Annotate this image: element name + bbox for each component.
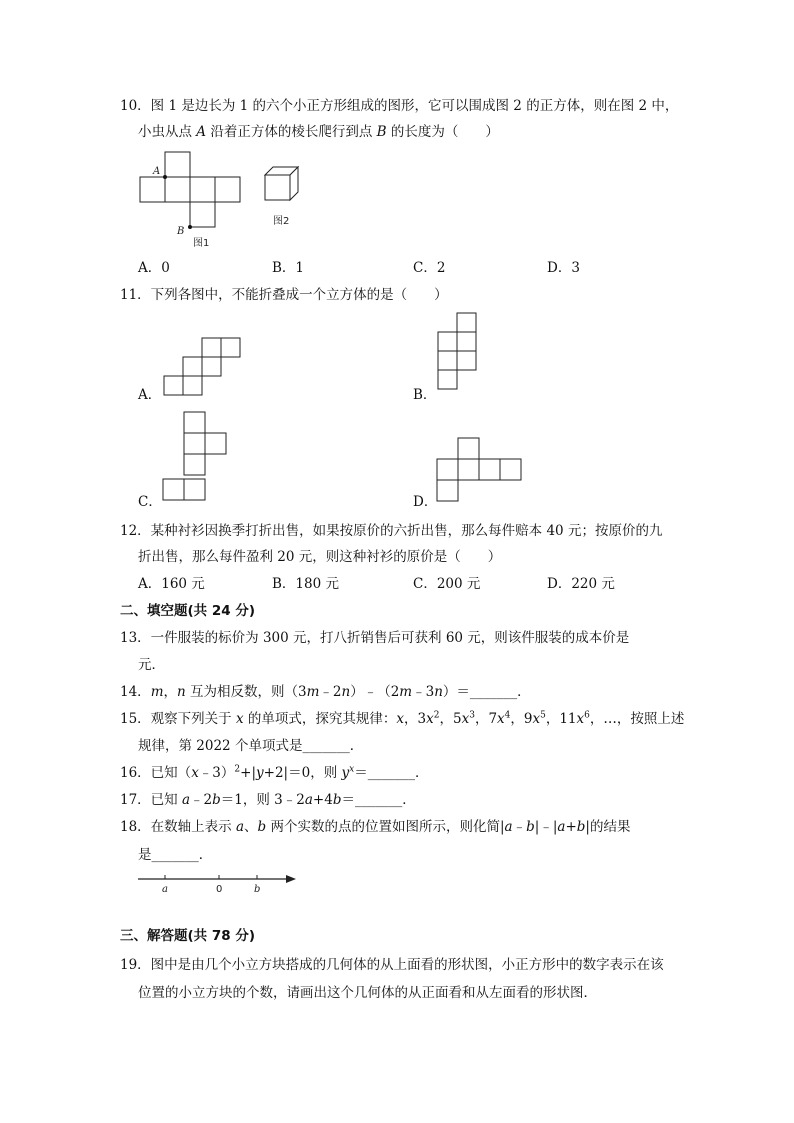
axis-arrow-icon [286,875,296,883]
axis-label-0: 0 [216,884,223,895]
q10-option-b: B．1 [272,260,305,276]
q18-line1: 18．在数轴上表示 a、b 两个实数的点的位置如图所示，则化简|a﹣b|﹣|a+b|的结果 [120,819,631,835]
fig1-caption: 图1 [193,238,210,249]
q10-option-d: D．3 [547,260,580,276]
monomial-term: x [396,711,405,727]
q12-option-d: D．220 元 [547,576,615,592]
q16: 16．已知（x﹣3）$^2$+|y+2|＝0，则 $y^x=\_\_\_\_\_\_\_$． [120,764,429,781]
q17: 17．已知 a﹣2b＝1，则 3﹣2a+4b＝_______． [120,792,416,808]
q12-option-a: A．160 元 [138,576,205,592]
section-3-heading: 三、解答题(共 78 分) [120,928,256,944]
q12-line2: 折出售，那么每件盈利 20 元，则这种衬衫的原价是（ ） [138,549,502,565]
section-2-heading: 二、填空题(共 24 分) [120,603,256,619]
q11-stem: 11．下列各图中，不能折叠成一个立方体的是（ ） [120,287,448,303]
q11-option-a-label: A． [138,387,162,403]
monomial-term: $9x^5$ [523,710,546,727]
q15-line1: 15．观察下列关于 x 的单项式，探究其规律：x，$3x^2$，$5x^3$，$7x^4$，$9x^5$，$11x^6$，…，按照上述 [120,710,685,727]
q18-line2: 是_______． [138,847,213,863]
monomial-term: $5x^3$ [452,710,475,727]
q10-option-c: C．2 [413,260,446,276]
q19-line2: 位置的小立方块的个数，请画出这个几何体的从正面看和从左面看的形状图． [138,985,597,1001]
q14: 14．m，n 互为相反数，则（3m﹣2n）﹣（2m﹣3n）＝_______． [120,684,531,700]
monomial-term: $3x^2$ [417,710,440,727]
monomial-term: $7x^4$ [488,710,511,727]
q10-line2: 小虫从点 A 沿着正方体的棱长爬行到点 B 的长度为（ ） [138,124,499,140]
q13-line1: 13．一件服装的标价为 300 元，打八折销售后可获利 60 元，则该件服装的成本价是 [120,630,630,646]
point-A-label: A [153,166,161,177]
q19-line1: 19．图中是由几个小立方块搭成的几何体的从上面看的形状图，小正方形中的数字表示在该 [120,957,664,973]
q15-line2: 规律，第 2022 个单项式是_______． [138,738,364,754]
monomial-term: $11x^6$ [559,710,590,727]
axis-label-a: a [162,884,168,895]
point-B-label: B [177,226,185,237]
fig2-caption: 图2 [273,216,290,227]
q10-line1: 10．图 1 是边长为 1 的六个小正方形组成的图形，它可以围成图 2 的正方体，则在图 2 中， [120,98,679,114]
q12-option-c: C．200 元 [413,576,481,592]
q11-option-c-label: C． [138,494,162,510]
q12-line1: 12．某种衬衫因换季打折出售，如果按原价的六折出售，那么每件赔本 40 元；按原价的九 [120,523,663,539]
axis-label-b: b [254,884,261,895]
q12-option-b: B．180 元 [272,576,339,592]
q10-option-a: A．0 [138,260,170,276]
q15-terms: x，$3x^2$，$5x^3$，$7x^4$，$9x^5$，$11x^6$ [396,710,590,727]
q11-option-d-label: D． [413,494,438,510]
q11-option-b-label: B． [413,387,437,403]
q13-line2: 元． [138,657,165,673]
